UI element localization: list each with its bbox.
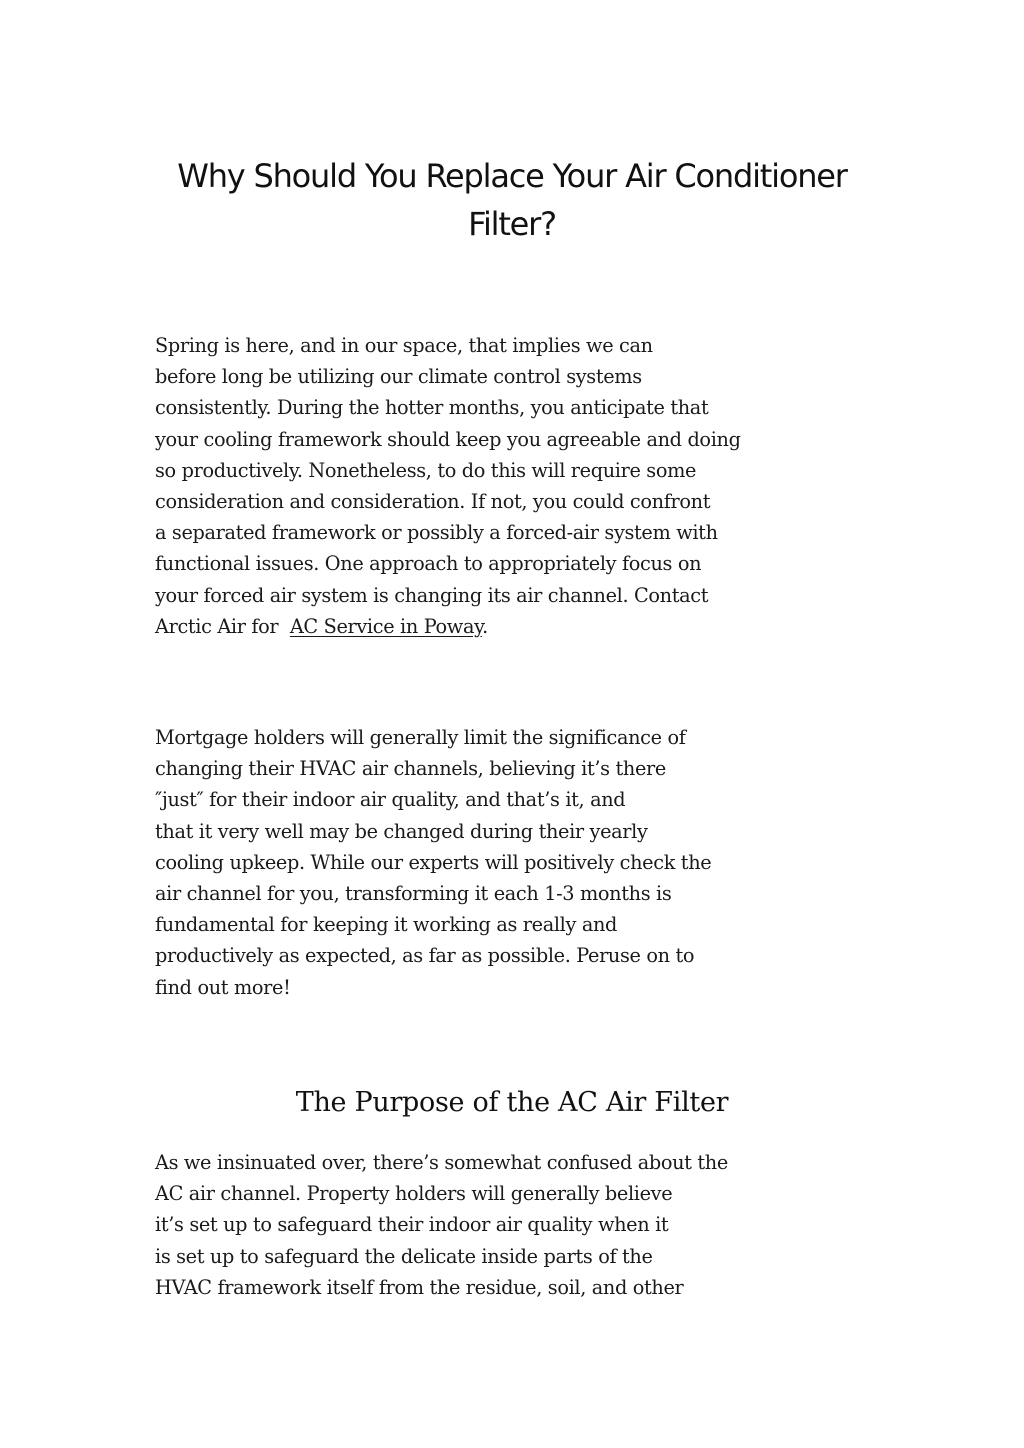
title-line-2: Filter? [468, 205, 556, 243]
paragraph-line: Mortgage holders will generally limit the significance of [155, 726, 686, 749]
paragraph-line: so productively. Nonetheless, to do this will require some [155, 458, 697, 482]
paragraph-line: changing their HVAC air channels, believing it’s there [155, 757, 666, 781]
paragraph-line: is set up to safeguard the delicate inside parts of the [155, 1244, 653, 1268]
paragraph-line: cooling upkeep. While our experts will positively check the [155, 850, 712, 874]
paragraph-line: your forced air system is changing its air channel. Contact [155, 583, 709, 607]
paragraph-line: ″just″ for their indoor air quality, and that’s it, and [155, 788, 626, 812]
mortgage-paragraph [155, 722, 885, 1003]
paragraph-line: before long be utilizing our climate control systems [155, 365, 642, 389]
intro-paragraph [155, 330, 885, 642]
paragraph-last-line [155, 611, 885, 642]
paragraph-line: fundamental for keeping it working as really and [155, 913, 618, 937]
document-title [120, 152, 904, 248]
paragraph-line-suffix: . [482, 614, 488, 638]
paragraph-line: As we insinuated over, there’s somewhat confused about the [155, 1151, 728, 1174]
paragraph-line: productively as expected, as far as possible. Peruse on to [155, 944, 695, 968]
paragraph-line: functional issues. One approach to appropriately focus on [155, 552, 702, 576]
paragraph-line: find out more! [155, 975, 291, 999]
ac-service-poway-link[interactable]: AC Service in Poway [289, 614, 483, 638]
paragraph-line: air channel for you, transforming it each 1-3 months is [155, 882, 672, 906]
paragraph-line-prefix: Arctic Air for [155, 614, 290, 638]
section-heading: The Purpose of the AC Air Filter [295, 1087, 729, 1118]
paragraph-line: Spring is here, and in our space, that implies we can [155, 334, 653, 357]
purpose-paragraph [155, 1147, 885, 1303]
paragraph-line: AC air channel. Property holders will generally believe [155, 1182, 673, 1206]
title-line-1: Why Should You Replace Your Air Conditioner [177, 157, 847, 195]
paragraph-line: a separated framework or possibly a forced-air system with [155, 521, 718, 545]
paragraph-line: HVAC framework itself from the residue, soil, and other [155, 1275, 684, 1299]
paragraph-line: consistently. During the hotter months, you anticipate that [155, 396, 709, 420]
paragraph-line: it’s set up to safeguard their indoor air quality when it [155, 1213, 669, 1237]
paragraph-line: your cooling framework should keep you agreeable and doing [155, 427, 741, 451]
paragraph-line: that it very well may be changed during their yearly [155, 819, 648, 843]
paragraph-line: consideration and consideration. If not, you could confront [155, 490, 711, 514]
